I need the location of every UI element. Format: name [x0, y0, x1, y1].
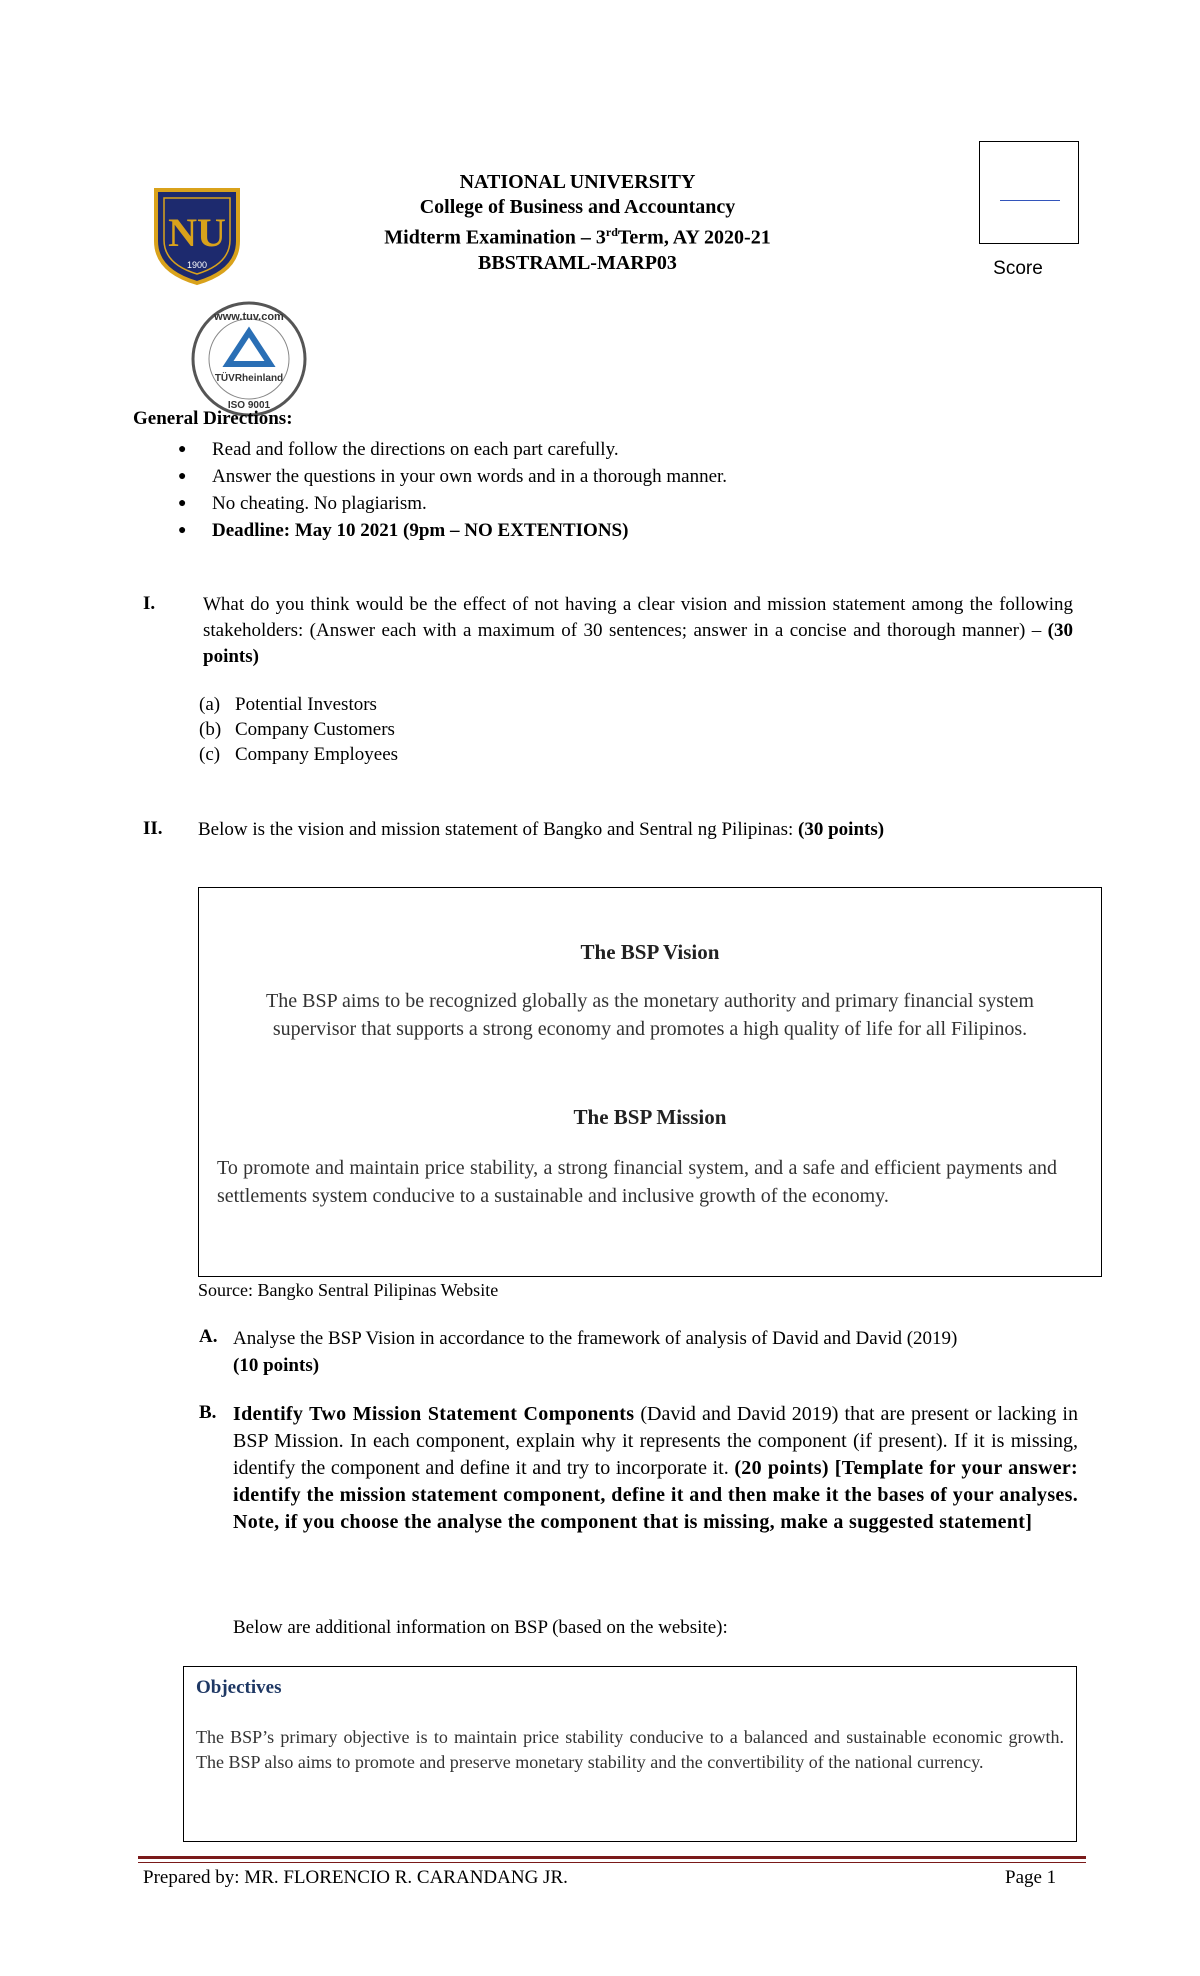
university-name: NATIONAL UNIVERSITY — [459, 171, 696, 193]
page-number: Page 1 — [1005, 1867, 1057, 1888]
bsp-statement-box — [198, 887, 1102, 1277]
bsp-mission-title: The BSP Mission — [573, 1105, 727, 1129]
partB-label: B. — [199, 1402, 217, 1423]
part2-points: (30 points) — [798, 819, 885, 840]
college-name: College of Business and Accountancy — [419, 196, 736, 218]
partB-lead: Identify Two Mission Statement Components — [233, 1403, 635, 1425]
part2-number: II. — [143, 818, 163, 839]
tuv-iso: ISO 9001 — [227, 400, 271, 411]
objectives-title: Objectives — [196, 1677, 282, 1698]
partA-points: (10 points) — [233, 1355, 320, 1376]
general-directions-list — [178, 436, 1078, 544]
course-code: BBSTRAML-MARP03 — [478, 251, 677, 274]
part2-question: Below is the vision and mission statement of Bangko and Sentral ng Pilipinas: (30 points) — [198, 819, 885, 840]
bsp-mission-text: To promote and maintain price stability, a strong financial system, and a safe and efficient payments and settlements system conducive to a sustainable and inclusive growth of the economy. — [217, 1157, 1057, 1207]
additional-info-intro: Below are additional information on BSP (based on the website): — [233, 1617, 728, 1638]
footer-divider — [138, 1856, 1086, 1859]
prepared-by: Prepared by: MR. FLORENCIO R. CARANDANG JR. — [143, 1867, 568, 1888]
direction-item: ● No cheating. No plagiarism. — [178, 490, 1078, 517]
partA-label: A. — [199, 1326, 218, 1347]
tuv-name: TÜVRheinland — [214, 373, 284, 384]
nu-logo-letters: NU — [168, 210, 226, 255]
score-line — [1000, 200, 1060, 201]
general-directions-title: General Directions: — [133, 408, 293, 429]
exam-title: Midterm Examination – 3rdTerm, AY 2020-21 — [384, 225, 771, 249]
objectives-text: The BSP’s primary objective is to maintain price stability conducive to a balanced and sustainable economic growth. The BSP also aims to promote and preserve monetary stability and the convertibility of the national currency. — [196, 1727, 1064, 1772]
part1-points: (30 points) — [203, 620, 1073, 667]
part1-options — [199, 692, 398, 767]
direction-item: ● Answer the questions in your own words and in a thorough manner. — [178, 463, 1078, 490]
bsp-vision-text: The BSP aims to be recognized globally as the monetary authority and primary financial system supervisor that supports a strong economy and promotes a high quality of life for all Filipinos. — [266, 990, 1034, 1040]
direction-item: ● Read and follow the directions on each part carefully. — [178, 436, 1078, 463]
option-item: (c) Company Employees — [199, 744, 399, 765]
partB-instructions: (20 points) [Template for your answer: identify the mission statement component, define it and then make it the bases of your analyses. Note, if you choose the analyse the component that is missing, make a suggested statement] — [233, 1457, 1079, 1533]
part1-question: What do you think would be the effect of not having a clear vision and mission statement among the following stakeholders: (Answer each with a maximum of 30 sentences; answer in a concise and thorough manner) – (30 points) — [203, 594, 1073, 667]
part1-number: I. — [143, 593, 156, 614]
tuv-url: www.tuv.com — [214, 311, 284, 323]
nu-logo-year: 1900 — [186, 260, 208, 270]
objectives-box — [183, 1666, 1077, 1842]
partB-question: Identify Two Mission Statement Components (David and David 2019) that are present or lacking in BSP Mission. In each component, explain why it represents the component (if present). If it is missing, identify the component and define it and try to incorporate it. (20 points) [Template for your answer: identify the mission statement component, define it and then make it the bases of your analyses. Note, if you choose the analyse the component that is missing, make a suggested statement] — [233, 1403, 1079, 1533]
tuv-iso-logo — [190, 300, 308, 418]
bsp-vision-title: The BSP Vision — [580, 940, 720, 964]
option-item: (b) Company Customers — [199, 719, 395, 740]
option-item: (a) Potential Investors — [199, 694, 377, 715]
score-box[interactable] — [979, 141, 1079, 244]
source-note: Source: Bangko Sentral Pilipinas Website — [198, 1280, 499, 1300]
nu-logo — [152, 186, 242, 286]
footer-divider-thin — [138, 1862, 1086, 1863]
direction-deadline: ● Deadline: May 10 2021 (9pm – NO EXTENTIONS) — [178, 517, 1078, 544]
partA-question: Analyse the BSP Vision in accordance to the framework of analysis of David and David (2019) (10 points) — [233, 1328, 958, 1376]
score-label: Score — [993, 258, 1043, 279]
